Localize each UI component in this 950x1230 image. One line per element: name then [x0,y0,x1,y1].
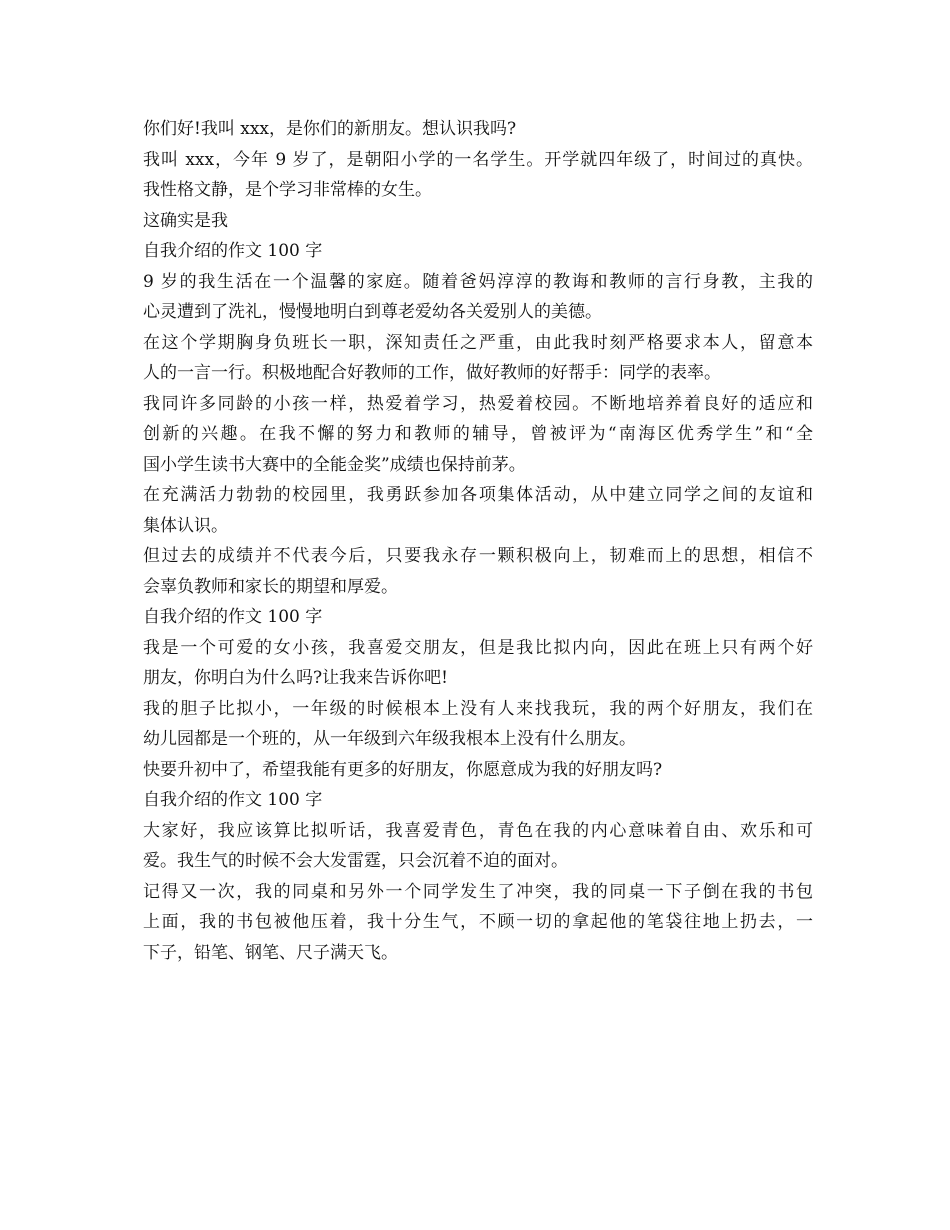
text-line: 在充满活力勃勃的校园里，我勇跃参加各项集体活动，从中建立同学之间的友谊和 [143,485,813,505]
text-line: 但过去的成绩并不代表今后，只要我永存一颗积极向上，韧难而上的思想，相信不 [143,546,813,566]
text-line: 会辜负教师和家长的期望和厚爱。 [143,576,398,597]
text-line: 爱。我生气的时候不会大发雷霆，只会沉着不迫的面对。 [143,851,568,871]
text-line: 快要升初中了，希望我能有更多的好朋友，你愿意成为我的好朋友吗? [143,759,663,780]
text-line: 我叫 xxx，今年 9 岁了，是朝阳小学的一名学生。开学就四年级了，时间过的真快。 [143,149,813,170]
text-line: 我同许多同龄的小孩一样，热爱着学习，热爱着校园。不断地培养着良好的适应和 [143,393,813,414]
text-line: 心灵遭到了洗礼，慢慢地明白到尊老爱幼各关爱别人的美德。 [143,302,602,322]
text-line: 人的一言一行。积极地配合好教师的工作，做好教师的好帮手：同学的表率。 [143,363,721,383]
text-line: 创新的兴趣。在我不懈的努力和教师的辅导，曾被评为“南海区优秀学生”和“全 [143,424,813,444]
text-line: 我性格文静，是个学习非常棒的女生。 [143,180,432,200]
text-line: 自我介绍的作文 100 字 [143,607,323,627]
text-line: 我是一个可爱的女小孩，我喜爱交朋友，但是我比拟内向，因此在班上只有两个好 [143,637,813,658]
text-line: 上面，我的书包被他压着，我十分生气，不顾一切的拿起他的笔袋往地上扔去，一 [143,912,813,932]
text-line: 这确实是我 [143,210,228,231]
text-line: 集体认识。 [143,515,228,536]
text-line: 在这个学期胸身负班长一职，深知责任之严重，由此我时刻严格要求本人，留意本 [143,332,813,353]
text-line: 国小学生读书大赛中的全能金奖”成绩也保持前茅。 [143,454,526,475]
text-line: 自我介绍的作文 100 字 [143,790,323,810]
text-line: 大家好，我应该算比拟听话，我喜爱青色，青色在我的内心意味着自由、欢乐和可 [143,820,813,841]
text-line: 9 岁的我生活在一个温馨的家庭。随着爸妈淳淳的教诲和教师的言行身教，主我的 [143,271,813,292]
document-body [143,114,813,968]
text-line: 你们好!我叫 xxx，是你们的新朋友。想认识我吗? [143,119,517,139]
text-line: 自我介绍的作文 100 字 [143,241,323,261]
text-line: 我的胆子比拟小，一年级的时候根本上没有人来找我玩，我的两个好朋友，我们在 [143,698,813,719]
text-line: 记得又一次，我的同桌和另外一个同学发生了冲突，我的同桌一下子倒在我的书包 [143,881,813,902]
text-line: 朋友，你明白为什么吗?让我来告诉你吧! [143,668,448,688]
text-line: 下子，铅笔、钢笔、尺子满天飞。 [143,942,398,963]
text-line: 幼儿园都是一个班的，从一年级到六年级我根本上没有什么朋友。 [143,729,636,749]
